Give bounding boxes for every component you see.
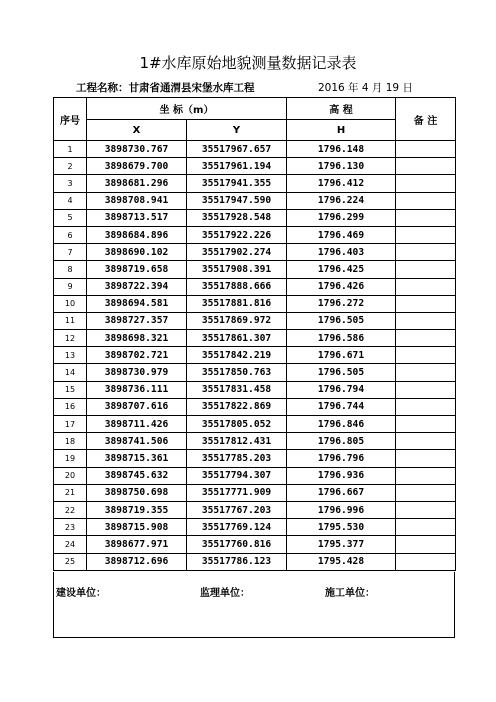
builder-label: 建设单位： (56, 588, 106, 599)
project-label: 工程名称： (76, 82, 129, 94)
row-index: 12 (54, 330, 87, 347)
cell-y: 35517785.203 (187, 450, 287, 467)
row-index: 25 (54, 553, 87, 570)
row-index: 2 (54, 158, 87, 175)
cell-h: 1796.272 (287, 295, 396, 312)
cell-y: 35517831.458 (187, 381, 287, 398)
cell-x: 3898684.896 (87, 226, 187, 243)
table-row (54, 416, 456, 433)
table-row (54, 278, 456, 295)
cell-remark (396, 175, 456, 192)
cell-y: 35517771.909 (187, 484, 287, 501)
cell-remark (396, 364, 456, 381)
header-y: Y (187, 120, 287, 141)
cell-x: 3898707.616 (87, 398, 187, 415)
table-row (54, 226, 456, 243)
row-index: 7 (54, 244, 87, 261)
table-row (54, 192, 456, 209)
cell-h: 1796.667 (287, 484, 396, 501)
table-row (54, 312, 456, 329)
cell-x: 3898719.658 (87, 261, 187, 278)
row-index: 15 (54, 381, 87, 398)
survey-table (53, 97, 456, 571)
table-row (54, 501, 456, 518)
header-x: X (87, 120, 187, 141)
table-row (54, 450, 456, 467)
cell-x: 3898736.111 (87, 381, 187, 398)
row-index: 9 (54, 278, 87, 295)
cell-x: 3898698.321 (87, 330, 187, 347)
table-row (54, 158, 456, 175)
cell-y: 35517812.431 (187, 433, 287, 450)
cell-y: 35517842.219 (187, 347, 287, 364)
cell-x: 3898713.517 (87, 209, 187, 226)
row-index: 20 (54, 467, 87, 484)
row-index: 14 (54, 364, 87, 381)
cell-remark (396, 261, 456, 278)
cell-h: 1796.586 (287, 330, 396, 347)
row-index: 16 (54, 398, 87, 415)
cell-remark (396, 330, 456, 347)
table-row (54, 553, 456, 570)
record-date: 2016 年 4 月 19 日 (318, 82, 413, 94)
signature-area (53, 572, 455, 638)
cell-y: 35517822.869 (187, 398, 287, 415)
cell-remark (396, 519, 456, 536)
cell-remark (396, 536, 456, 553)
cell-y: 35517941.355 (187, 175, 287, 192)
cell-remark (396, 450, 456, 467)
cell-remark (396, 416, 456, 433)
cell-x: 3898712.696 (87, 553, 187, 570)
cell-h: 1795.530 (287, 519, 396, 536)
table-row (54, 381, 456, 398)
header-index: 序号 (54, 98, 87, 141)
cell-x: 3898745.632 (87, 467, 187, 484)
cell-y: 35517888.666 (187, 278, 287, 295)
cell-h: 1796.426 (287, 278, 396, 295)
cell-h: 1796.805 (287, 433, 396, 450)
cell-y: 35517769.124 (187, 519, 287, 536)
cell-remark (396, 244, 456, 261)
cell-remark (396, 484, 456, 501)
row-index: 11 (54, 312, 87, 329)
table-body (54, 141, 456, 571)
cell-y: 35517881.816 (187, 295, 287, 312)
row-index: 13 (54, 347, 87, 364)
row-index: 4 (54, 192, 87, 209)
row-index: 19 (54, 450, 87, 467)
cell-y: 35517861.307 (187, 330, 287, 347)
cell-h: 1796.403 (287, 244, 396, 261)
row-index: 5 (54, 209, 87, 226)
cell-y: 35517947.590 (187, 192, 287, 209)
cell-h: 1796.148 (287, 141, 396, 158)
cell-h: 1796.505 (287, 364, 396, 381)
row-index: 23 (54, 519, 87, 536)
cell-y: 35517961.194 (187, 158, 287, 175)
cell-remark (396, 553, 456, 570)
cell-remark (396, 381, 456, 398)
table-row (54, 295, 456, 312)
cell-x: 3898715.908 (87, 519, 187, 536)
cell-remark (396, 398, 456, 415)
cell-h: 1796.846 (287, 416, 396, 433)
row-index: 3 (54, 175, 87, 192)
table-row (54, 467, 456, 484)
cell-h: 1796.744 (287, 398, 396, 415)
cell-x: 3898730.979 (87, 364, 187, 381)
row-index: 17 (54, 416, 87, 433)
cell-x: 3898722.394 (87, 278, 187, 295)
cell-x: 3898679.700 (87, 158, 187, 175)
page-title: 1#水库原始地貌测量数据记录表 (139, 54, 357, 72)
cell-x: 3898711.426 (87, 416, 187, 433)
cell-y: 35517902.274 (187, 244, 287, 261)
cell-remark (396, 295, 456, 312)
cell-x: 3898677.971 (87, 536, 187, 553)
cell-remark (396, 347, 456, 364)
row-index: 22 (54, 501, 87, 518)
constructor-label: 施工单位： (325, 588, 375, 599)
cell-remark (396, 278, 456, 295)
row-index: 8 (54, 261, 87, 278)
cell-h: 1796.671 (287, 347, 396, 364)
table-row (54, 484, 456, 501)
cell-h: 1796.425 (287, 261, 396, 278)
cell-h: 1796.936 (287, 467, 396, 484)
cell-y: 35517786.123 (187, 553, 287, 570)
row-index: 6 (54, 226, 87, 243)
table-row (54, 536, 456, 553)
table-row (54, 433, 456, 450)
cell-h: 1796.224 (287, 192, 396, 209)
cell-y: 35517767.203 (187, 501, 287, 518)
table-row (54, 330, 456, 347)
cell-remark (396, 158, 456, 175)
table-row (54, 519, 456, 536)
project-name (76, 80, 255, 95)
header-h: H (287, 120, 396, 141)
cell-x: 3898694.581 (87, 295, 187, 312)
cell-y: 35517805.052 (187, 416, 287, 433)
cell-h: 1796.412 (287, 175, 396, 192)
row-index: 1 (54, 141, 87, 158)
cell-y: 35517794.307 (187, 467, 287, 484)
table-row (54, 141, 456, 158)
cell-h: 1796.299 (287, 209, 396, 226)
cell-h: 1796.130 (287, 158, 396, 175)
row-index: 18 (54, 433, 87, 450)
cell-remark (396, 501, 456, 518)
row-index: 10 (54, 295, 87, 312)
header-remark: 备 注 (396, 98, 456, 141)
cell-x: 3898702.721 (87, 347, 187, 364)
project-value: 甘肃省通渭县宋堡水库工程 (128, 82, 255, 94)
cell-x: 3898750.698 (87, 484, 187, 501)
cell-y: 35517967.657 (187, 141, 287, 158)
cell-x: 3898727.357 (87, 312, 187, 329)
table-row (54, 398, 456, 415)
cell-h: 1796.794 (287, 381, 396, 398)
cell-h: 1795.428 (287, 553, 396, 570)
cell-h: 1796.505 (287, 312, 396, 329)
cell-remark (396, 433, 456, 450)
cell-remark (396, 209, 456, 226)
cell-x: 3898719.355 (87, 501, 187, 518)
cell-x: 3898690.102 (87, 244, 187, 261)
table-row (54, 347, 456, 364)
cell-h: 1795.377 (287, 536, 396, 553)
cell-y: 35517850.763 (187, 364, 287, 381)
table-row (54, 261, 456, 278)
cell-h: 1796.996 (287, 501, 396, 518)
table-row (54, 175, 456, 192)
cell-x: 3898741.506 (87, 433, 187, 450)
cell-y: 35517869.972 (187, 312, 287, 329)
row-index: 24 (54, 536, 87, 553)
cell-x: 3898730.767 (87, 141, 187, 158)
cell-remark (396, 141, 456, 158)
cell-h: 1796.469 (287, 226, 396, 243)
table-row (54, 209, 456, 226)
header-elevation: 高 程 (287, 98, 396, 120)
cell-y: 35517922.226 (187, 226, 287, 243)
cell-remark (396, 467, 456, 484)
cell-x: 3898708.941 (87, 192, 187, 209)
table-row (54, 244, 456, 261)
cell-remark (396, 192, 456, 209)
cell-y: 35517908.391 (187, 261, 287, 278)
header-coordinate: 坐 标（m） (87, 98, 287, 120)
cell-h: 1796.796 (287, 450, 396, 467)
row-index: 21 (54, 484, 87, 501)
supervisor-label: 监理单位： (200, 588, 250, 599)
cell-x: 3898715.361 (87, 450, 187, 467)
cell-remark (396, 312, 456, 329)
cell-remark (396, 226, 456, 243)
cell-x: 3898681.296 (87, 175, 187, 192)
cell-y: 35517760.816 (187, 536, 287, 553)
cell-y: 35517928.548 (187, 209, 287, 226)
table-row (54, 364, 456, 381)
